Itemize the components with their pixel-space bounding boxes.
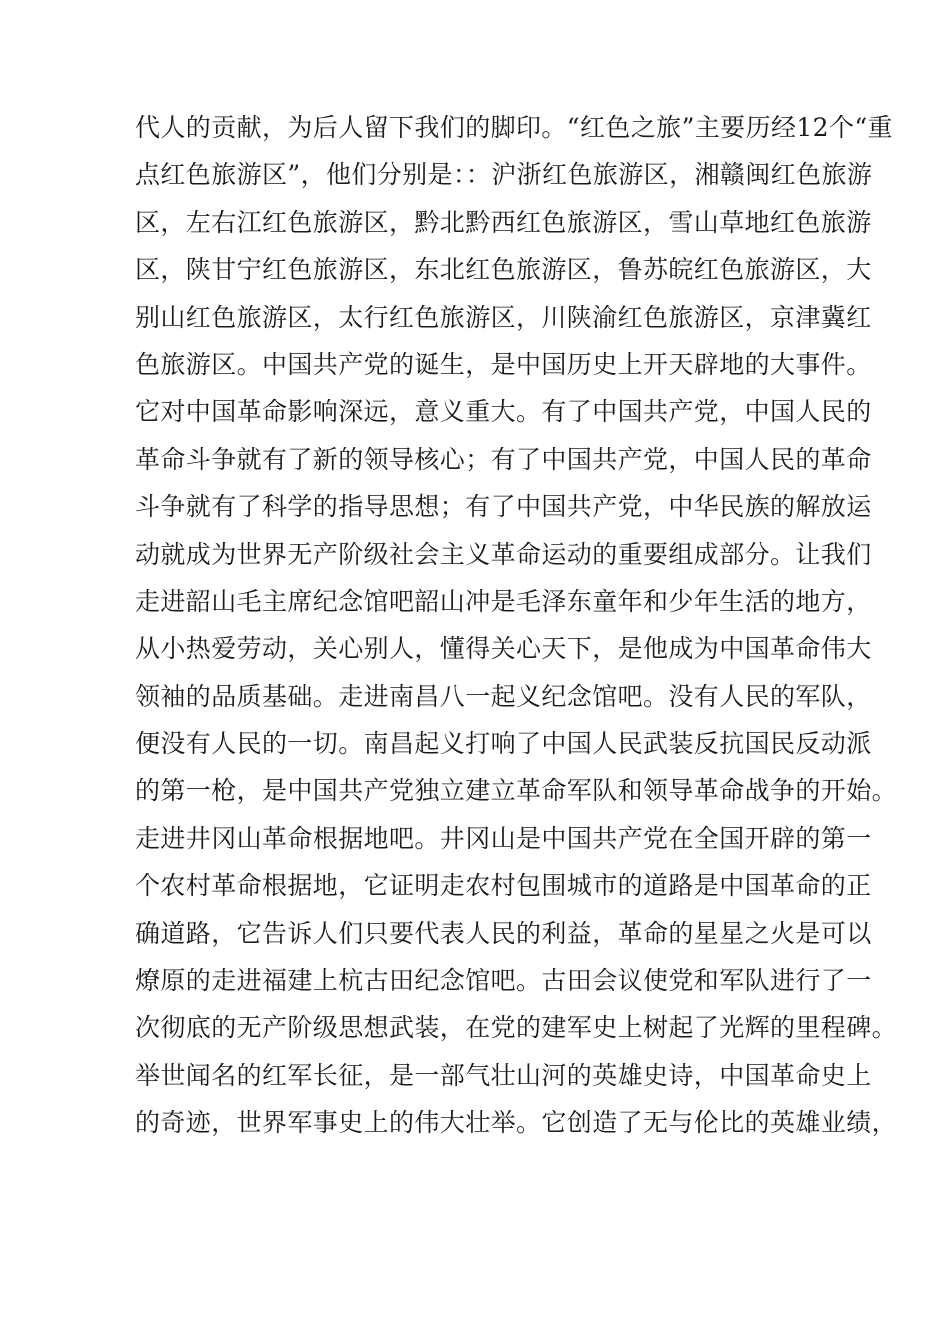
- text-line: 斗争就有了科学的指导思想；有了中国共产党，中华民族的解放运: [135, 492, 872, 522]
- text-line: 革命斗争就有了新的领导核心；有了中国共产党，中国人民的革命: [135, 444, 872, 474]
- text-line: 区，左右江红色旅游区，黔北黔西红色旅游区，雪山草地红色旅游: [135, 207, 872, 237]
- text-line: 领袖的品质基础。走进南昌八一起义纪念馆吧。没有人民的军队，: [135, 681, 872, 711]
- text-line: 的奇迹，世界军事史上的伟大壮举。它创造了无与伦比的英雄业绩，: [135, 1108, 898, 1138]
- text-line: 它对中国革命影响深远，意义重大。有了中国共产党，中国人民的: [135, 397, 872, 427]
- text-line: 便没有人民的一切。南昌起义打响了中国人民武装反抗国民反动派: [135, 729, 872, 759]
- text-line: 区，陕甘宁红色旅游区，东北红色旅游区，鲁苏皖红色旅游区，大: [135, 255, 872, 285]
- text-line: 走进井冈山革命根据地吧。井冈山是中国共产党在全国开辟的第一: [135, 823, 872, 853]
- text-line: 别山红色旅游区，太行红色旅游区，川陕渝红色旅游区，京津冀红: [135, 302, 872, 332]
- text-line: 次彻底的无产阶级思想武装，在党的建军史上树起了光辉的里程碑。: [135, 1013, 898, 1043]
- text-line: 确道路，它告诉人们只要代表人民的利益，革命的星星之火是可以: [135, 918, 872, 948]
- text-line: 从小热爱劳动，关心别人，懂得关心天下，是他成为中国革命伟大: [135, 634, 872, 664]
- text-line: 走进韶山毛主席纪念馆吧韶山冲是毛泽东童年和少年生活的地方，: [135, 586, 872, 616]
- body-text: [135, 104, 898, 1147]
- text-line: 燎原的走进福建上杭古田纪念馆吧。古田会议使党和军队进行了一: [135, 966, 872, 996]
- text-line: 举世闻名的红军长征，是一部气壮山河的英雄史诗，中国革命史上: [135, 1060, 872, 1090]
- text-line: 动就成为世界无产阶级社会主义革命运动的重要组成部分。让我们: [135, 539, 872, 569]
- text-line: 个农村革命根据地，它证明走农村包围城市的道路是中国革命的正: [135, 871, 872, 901]
- text-line: 色旅游区。中国共产党的诞生，是中国历史上开天辟地的大事件。: [135, 349, 872, 379]
- text-line: 点红色旅游区”，他们分别是：：沪浙红色旅游区，湘赣闽红色旅游: [135, 160, 873, 190]
- text-line: 的第一枪，是中国共产党独立建立革命军队和领导革命战争的开始。: [135, 776, 898, 806]
- text-line: 代人的贡献，为后人留下我们的脚印。“红色之旅”主要历经12个“重: [135, 113, 893, 142]
